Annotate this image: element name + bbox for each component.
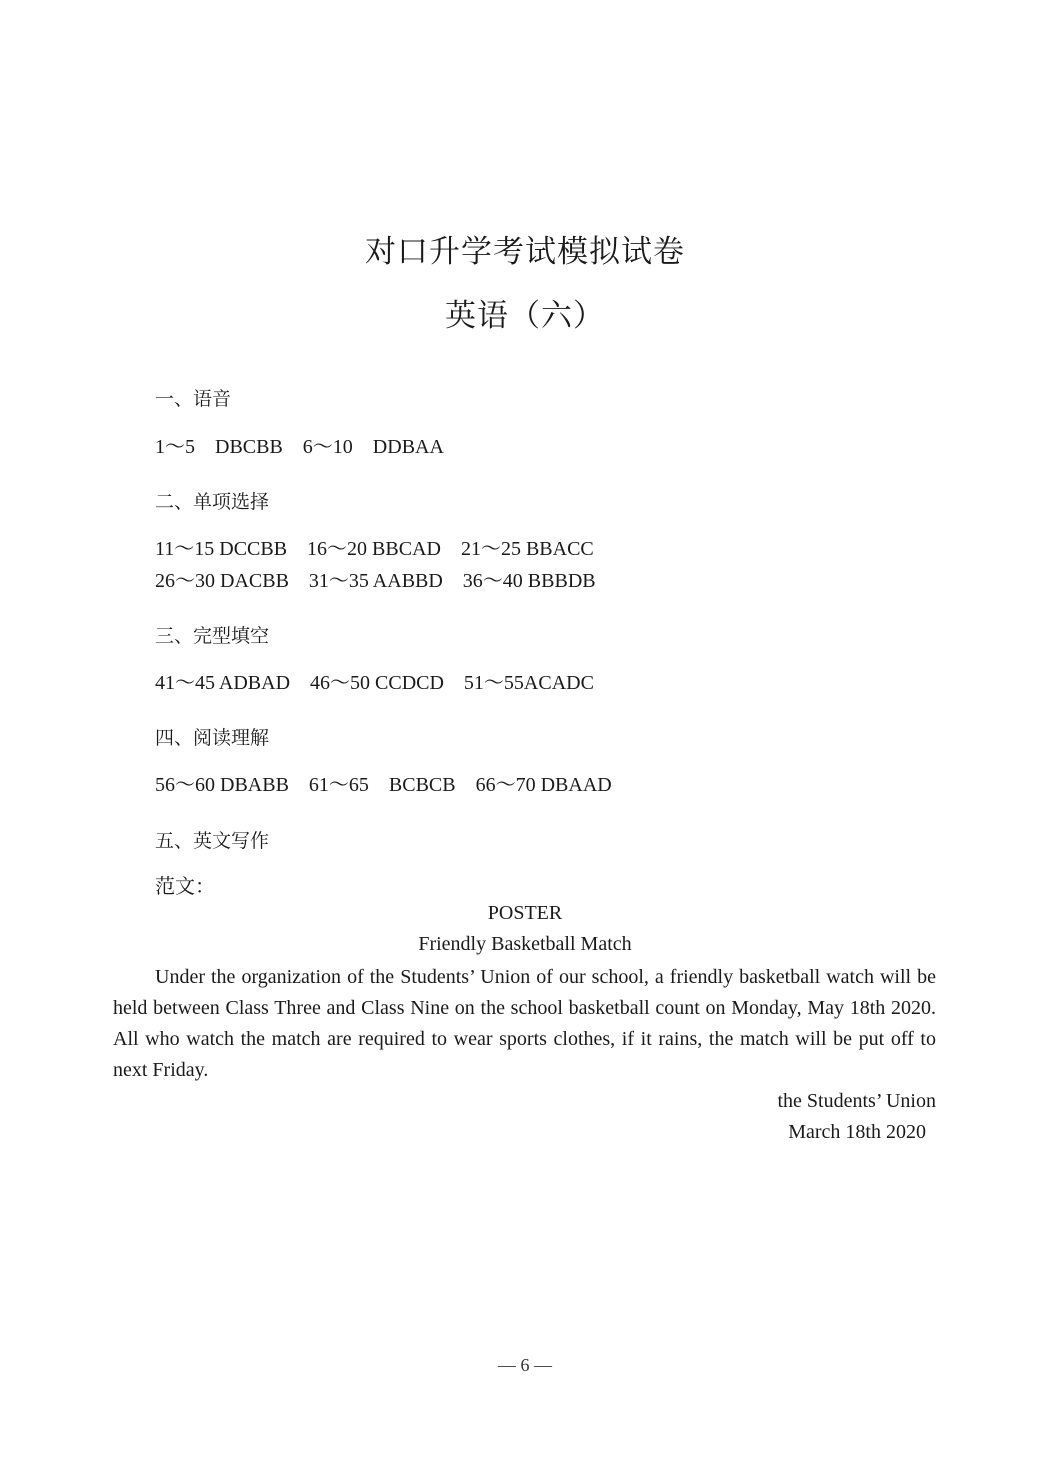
answer-line: 11～15 DCCBB 16～20 BBCAD 21～25 BBACC — [155, 538, 594, 560]
page-subtitle: 英语（六） — [445, 298, 605, 334]
poster-heading: POSTER — [487, 902, 563, 924]
section-heading-single-choice: 二、单项选择 — [155, 491, 270, 513]
answer-line: 1～5 DBCBB 6～10 DDBAA — [155, 436, 444, 458]
section-heading-cloze: 三、完型填空 — [155, 625, 270, 647]
answer-line: 26～30 DACBB 31～35 AABBD 36～40 BBBDB — [155, 570, 596, 592]
signature-date: March 18th 2020 — [788, 1121, 926, 1143]
sample-essay-label: 范文： — [155, 874, 215, 898]
page-title: 对口升学考试模拟试卷 — [365, 234, 685, 270]
answer-line: 56～60 DBABB 61～65 BCBCB 66～70 DBAAD — [155, 774, 612, 796]
match-title: Friendly Basketball Match — [418, 933, 632, 955]
section-heading-writing: 五、英文写作 — [155, 830, 270, 852]
section-heading-phonetics: 一、语音 — [155, 388, 232, 410]
answer-line: 41～45 ADBAD 46～50 CCDCD 51～55ACADC — [155, 672, 594, 694]
page-number: — 6 — — [498, 1355, 552, 1375]
signature: the Students’ Union — [777, 1090, 936, 1112]
section-heading-reading: 四、阅读理解 — [155, 727, 270, 749]
essay-body: Under the organization of the Students’ Union of our school, a friendly basketball watch will be held between Class Three and Class Nine on the school basketball count on Monday, May 18th 2020. All who watch the match are required to wear sports clothes, if it rains, the match will be put off to next Friday. — [113, 966, 936, 1081]
